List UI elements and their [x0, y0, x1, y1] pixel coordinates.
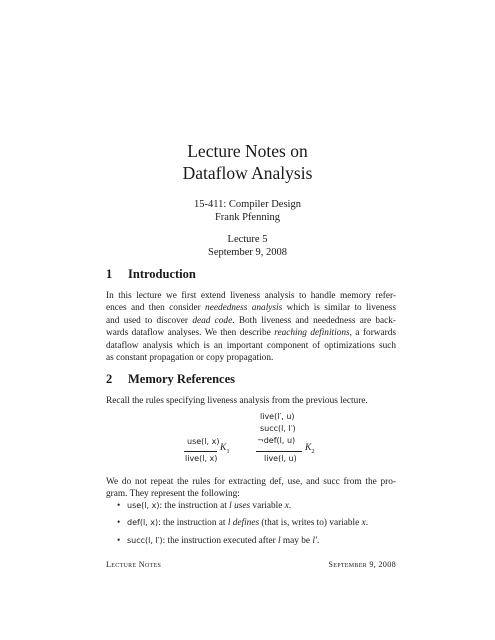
title-block — [0, 140, 495, 259]
bullet-term: def(l, x) — [127, 518, 159, 527]
lecture-number: Lecture 5 — [227, 234, 268, 245]
para-line: Recall the rules specifying liveness analysis from the previous lecture. — [106, 396, 368, 406]
emphasis: reaching definitions — [274, 328, 350, 339]
para-line: gram. They represent the following: — [106, 489, 240, 500]
emphasis: dead code — [192, 315, 233, 326]
bullet-term: use(l, x) — [127, 501, 160, 510]
para-line: as constant propagation or copy propagation. — [106, 353, 274, 364]
rule-k2-premise-2: succ(l, l′) — [260, 424, 296, 433]
rule-k2-bar — [256, 451, 302, 452]
para-line: wards dataflow analyses. We then describe reaching definitions, a forwards — [106, 328, 396, 339]
section-1-heading — [106, 267, 196, 282]
para-line: and used to discover dead code. Both liveness and neededness are back- — [106, 315, 396, 326]
rule-k2-conclusion: live(l, u) — [264, 454, 297, 463]
rule-k1-bar — [184, 451, 217, 452]
rule-k1-premise: use(l, x) — [187, 437, 220, 446]
paper-title-line-2: Dataflow Analysis — [182, 163, 313, 183]
section-2-paragraph — [106, 476, 396, 501]
bullet-dot: • — [117, 518, 121, 528]
rule-k2-name: $K_2$ — [305, 443, 315, 455]
bullet-dot: • — [117, 501, 121, 511]
author-name: Frank Pfenning — [214, 212, 281, 223]
course-name: 15-411: Compiler Design — [194, 199, 301, 210]
bullet-def: • def(l, x): the instruction at l defines (that is, writes to) variable x. — [117, 518, 369, 528]
bullet-succ: • succ(l, l′): the instruction executed after l may be l′. — [117, 536, 320, 546]
bullet-dot: • — [117, 536, 121, 546]
para-line: We do not repeat the rules for extracting def, use, and succ from the pro- — [106, 477, 396, 487]
bullet-use: • use(l, x): the instruction at l uses variable x. — [117, 501, 292, 511]
para-line: ences and then consider neededness analysis which is similar to liveness — [106, 303, 396, 314]
paper-title-line-1: Lecture Notes on — [187, 141, 308, 161]
rule-k1-name: $K_1$ — [220, 443, 230, 455]
para-line: In this lecture we first extend liveness analysis to handle memory refer- — [106, 291, 396, 301]
section-2-number: 2 — [106, 372, 113, 386]
bullet-term: succ(l, l′) — [127, 536, 163, 545]
section-1-title: Introduction — [128, 267, 196, 281]
rule-k1-conclusion: live(l, x) — [185, 454, 218, 463]
para-line: dataflow analysis which is an important component of optimizations such — [106, 340, 396, 351]
section-1-paragraph — [106, 290, 396, 364]
section-2-heading — [106, 372, 235, 387]
section-2-title: Memory References — [128, 372, 236, 386]
lecture-date: September 9, 2008 — [207, 247, 288, 258]
rule-k2-premise-3: ¬def(l, u) — [257, 436, 296, 445]
footer-left: Lecture Notes — [106, 560, 162, 569]
emphasis: neededness analysis — [205, 303, 283, 314]
section-1-number: 1 — [106, 267, 113, 281]
section-2-intro — [106, 395, 396, 407]
rule-k2-premise-1: live(l′, u) — [260, 412, 295, 421]
footer-right: September 9, 2008 — [328, 560, 396, 569]
